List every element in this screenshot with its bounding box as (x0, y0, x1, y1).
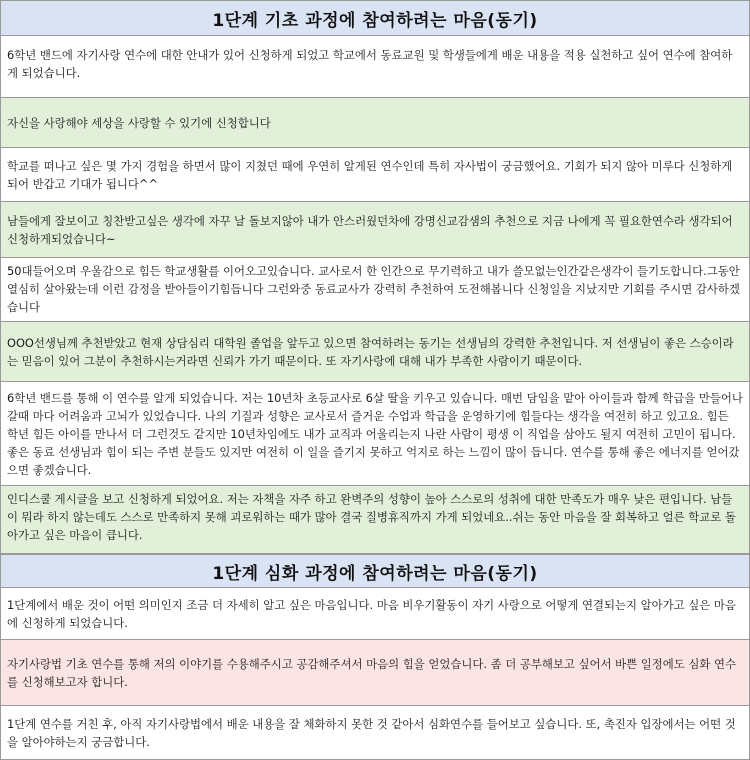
response-row (1, 486, 749, 554)
response-row (1, 258, 749, 322)
response-row (1, 36, 749, 98)
response-text: 50대들어오며 우울감으로 힘든 학교생활를 이어오고있습니다. 교사로서 한 인간으로 무기력하고 내가 쓸모없는인간같은생각이 들기도합니다.그동안 열심히 살아왔는데 이런 감정을 받아들이기힘듭니다 그런와중 동료교사가 강력히 추천하여 도전해봅니다 신청일을 지났지만 기회를 주시면 감사하겠습니다 (7, 264, 740, 314)
section-title: 1단계 심화 과정에 참여하려는 마음(동기) (212, 563, 538, 584)
response-text: OOO선생님께 추천받았고 현재 상담심리 대학원 졸업을 앞두고 있으면 참여하려는 동기는 선생님의 강력한 추천입니다. 저 선생님이 좋은 스승이라는 믿음이 있어 그분이 추천하시는거라면 신뢰가 가기 때문이다. 또 자기사랑에 대해 내가 부족한 사람이기 때문이다. (7, 335, 734, 368)
response-row (1, 148, 749, 202)
response-text: 1단계 연수를 거친 후, 아직 자기사랑법에서 배운 내용을 잘 체화하지 못한 것 같아서 심화연수를 들어보고 싶습니다. 또, 촉진자 입장에서는 어떤 것을 알아야하는지 궁금합니다. (7, 716, 736, 749)
response-text: 1단계에서 배운 것이 어떤 의미인지 조금 더 자세히 알고 싶은 마음입니다. 마음 비우기활동이 자기 사랑으로 어떻게 연결되는지 알아가고 싶은 마음에 신청하게 되었습니다. (7, 597, 736, 630)
section-header-basic (1, 0, 749, 36)
response-text: 6학년 밴드에 자기사랑 연수에 대한 안내가 있어 신청하게 되었고 학교에서 동료교원 및 학생들에게 배운 내용을 적용 실천하고 싶어 연수에 참여하게 되었습니다. (7, 48, 733, 80)
response-row (1, 588, 749, 640)
section-header-advanced (1, 554, 749, 588)
response-text: 6학년 밴드를 통해 이 연수를 알게 되었습니다. 저는 10년차 초등교사로 6살 딸을 키우고 있습니다. 매번 담임을 맡아 아이들과 함께 학급을 만들어나갈때 마다 어려움과 고뇌가 있었습니다. 나의 기질과 성향은 교사로서 즐거운 수업과 학급을 운영하기에 힘들다는 생각을 여전히 하고 있고요. 힘든 학년 힘든 아이를 만나서 더 그런것도 같지만 10년차임에도 내가 교직과 어울리는지 나란 사람이 평생 이 직업을 삼아도 될지 여전히 고민이 됩니다. 좋은 동료 선생님과 힘이 되는 주변 분들도 있지만 여전히 이 일을 즐기지 못하고 억지로 하는 느낌이 많이 듭니다. 연수를 통해 좋은 에너지를 얻어갔으면 좋겠습니다. (7, 390, 743, 477)
response-row (1, 706, 749, 760)
response-text: 인디스쿨 게시글을 보고 신청하게 되었어요. 저는 자책을 자주 하고 완벽주의 성향이 높아 스스로의 성취에 대한 만족도가 매우 낮은 편입니다. 남들이 뭐라 하지 않는데도 스스로 만족하지 못해 괴로워하는 때가 많아 결국 질병휴직까지 가게 되었네요..쉬는 동안 마음을 잘 회복하고 얼른 학교로 돌아가고 싶은 마음이 큽니다. (7, 492, 736, 542)
response-text: 남들에게 잘보이고 칭찬받고싶은 생각에 자꾸 날 돌보지않아 내가 안스러웠던차에 강명신교감샘의 추천으로 지금 나에게 꼭 필요한연수라 생각되어 신청하게되었습니다~ (7, 213, 733, 246)
response-row (1, 640, 749, 706)
response-row (1, 98, 749, 148)
response-text: 자기사랑법 기초 연수를 통해 저의 이야기를 수용해주시고 공감해주셔서 마음의 힘을 얻었습니다. 좀 더 공부해보고 싶어서 바쁜 일정에도 심화 연수를 신청해보고자 합니다. (7, 656, 736, 689)
response-text: 자신을 사랑해야 세상을 사랑할 수 있기에 신청합니다 (7, 115, 271, 130)
response-row (1, 322, 749, 382)
section-title: 1단계 기초 과정에 참여하려는 마음(동기) (212, 10, 538, 31)
response-text: 학교를 떠나고 싶은 몇 가지 경험을 하면서 많이 지쳤던 때에 우연히 알게된 연수인데 특히 자사법이 궁금했어요. 기회가 되지 않아 미루다 신청하게되어 반갑고 기대가 됩니다^^ (7, 158, 733, 191)
response-row (1, 202, 749, 258)
response-row (1, 382, 749, 486)
